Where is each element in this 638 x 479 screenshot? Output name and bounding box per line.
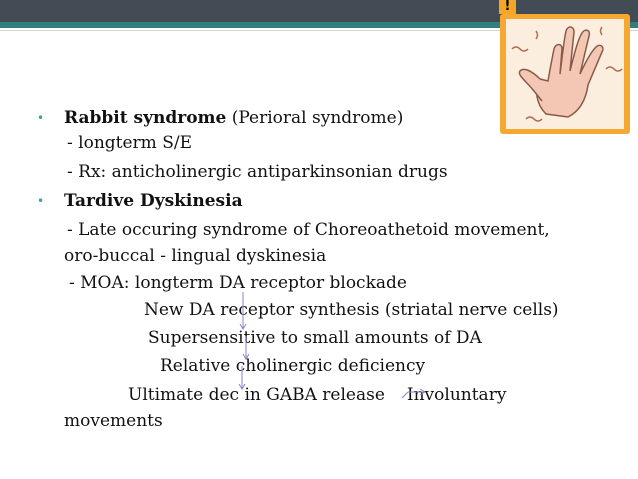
rabbit-line-1: - longterm S/E — [67, 133, 192, 153]
tardive-line-1: - Late occuring syndrome of Choreoathetoid movement, — [67, 220, 550, 240]
bullet-rabbit-syndrome — [64, 107, 403, 129]
right-arrow-icon — [402, 388, 428, 400]
rabbit-line-2: - Rx: anticholinergic antiparkinsonian drugs — [67, 162, 448, 182]
tardive-line-7 — [128, 384, 506, 406]
tardive-line-8: movements — [64, 411, 163, 431]
tardive-line-5: Supersensitive to small amounts of DA — [148, 328, 482, 348]
tardive-line-2: oro-buccal - lingual dyskinesia — [64, 246, 327, 266]
down-arrow-icon — [240, 292, 246, 329]
bullet-tardive-dyskinesia: Tardive Dyskinesia — [64, 191, 243, 211]
down-arrow-icon — [243, 336, 249, 359]
involuntary-text: Involuntary — [406, 385, 507, 405]
bullet-icon: • — [37, 111, 45, 125]
down-arrow-icon — [239, 366, 245, 389]
tardive-line-3: - MOA: longterm DA receptor blockade — [69, 273, 407, 293]
flow-arrows — [236, 292, 252, 392]
tardive-line-4: New DA receptor synthesis (striatal nerve cells) — [144, 300, 559, 320]
bullet-icon: • — [37, 194, 45, 208]
rabbit-syndrome-title: Rabbit syndrome — [64, 108, 227, 128]
tardive-line-6: Relative cholinergic deficiency — [160, 356, 426, 376]
warning-icon: ! — [499, 0, 516, 14]
rabbit-syndrome-subtitle: (Perioral syndrome) — [226, 108, 404, 128]
gaba-release-text: Ultimate dec in GABA release — [128, 385, 385, 405]
